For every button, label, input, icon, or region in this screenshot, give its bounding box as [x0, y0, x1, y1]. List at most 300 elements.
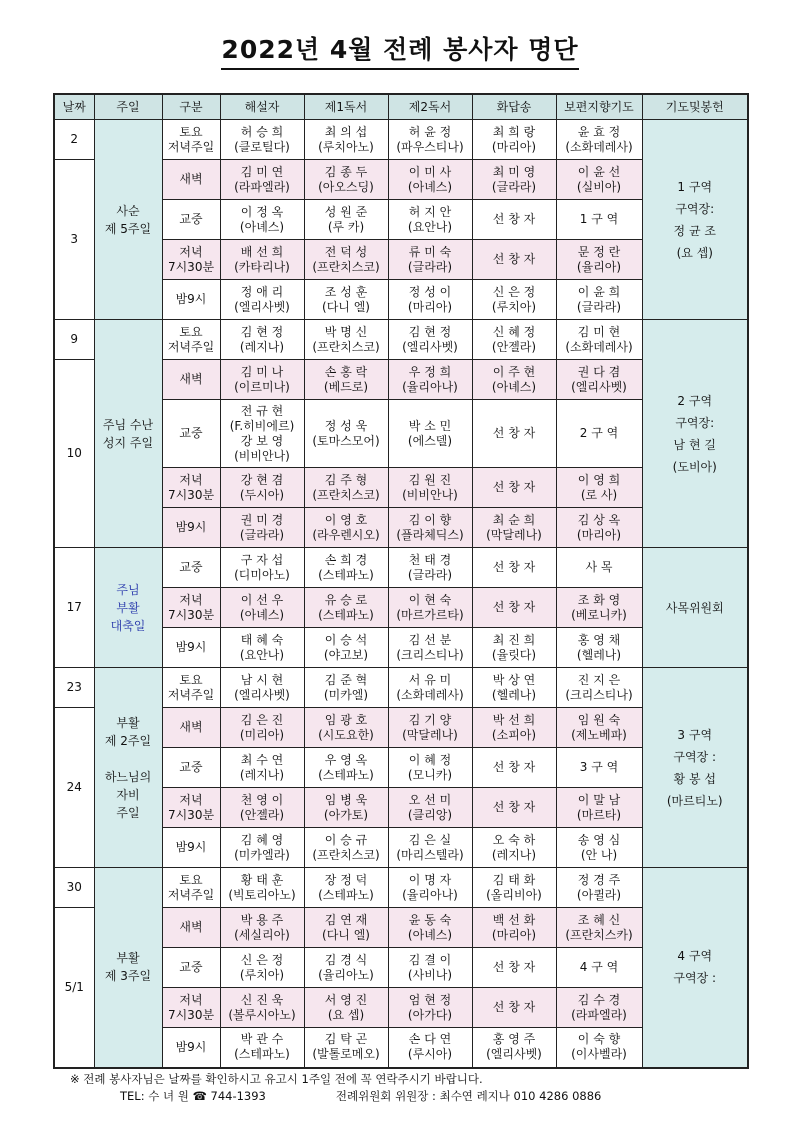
volunteer-cell	[472, 200, 556, 240]
baptismal-name: (마리아)	[491, 139, 537, 154]
baptismal-name: (라파엘라)	[571, 1007, 627, 1022]
volunteer-name: 정 애 리	[240, 284, 284, 299]
prayer-offering-cell	[642, 668, 748, 868]
volunteer-cell	[472, 360, 556, 400]
mass-type-line: 7시30분	[167, 1007, 215, 1022]
volunteer-name: 임 광 호	[324, 712, 368, 727]
volunteer-name: 엄 현 정	[408, 992, 452, 1007]
volunteer-name: 정 성 이	[408, 284, 452, 299]
baptismal-name: (율리아나)	[402, 887, 458, 902]
mass-type-line: 교중	[179, 426, 203, 440]
volunteer-cell	[304, 468, 388, 508]
mass-type-line: 7시30분	[167, 607, 215, 622]
baptismal-name: (율리아)	[576, 259, 622, 274]
mass-type-line: 토요	[179, 672, 203, 687]
sunday-name-cell	[94, 120, 162, 320]
volunteer-name: 오 선 미	[408, 792, 452, 807]
baptismal-name: (베드로)	[323, 379, 369, 394]
prayer-offering-line: (요 셉)	[676, 245, 713, 260]
volunteer-cell	[220, 748, 304, 788]
volunteer-name: 우 영 옥	[324, 752, 368, 767]
mass-type-line: 교중	[179, 560, 203, 574]
volunteer-cell	[304, 280, 388, 320]
mass-type-line: 교중	[179, 212, 203, 226]
volunteer-name: 박 용 주	[240, 912, 284, 927]
volunteer-name: 홍 영 주	[492, 1032, 536, 1047]
volunteer-cell	[388, 160, 472, 200]
volunteer-cell	[304, 788, 388, 828]
volunteer-name: 임 원 숙	[577, 712, 621, 727]
volunteer-name: 김 선 분	[408, 632, 452, 647]
prayer-offering-line: 4 구역	[677, 949, 713, 964]
mass-type-line: 토요	[179, 124, 203, 139]
volunteer-name: 최 미 영	[492, 164, 536, 179]
volunteer-name: 선 창 자	[492, 426, 536, 440]
volunteer-cell	[304, 120, 388, 160]
baptismal-name: (제노베파)	[571, 727, 627, 742]
date-cell: 10	[54, 360, 94, 548]
volunteer-cell	[304, 908, 388, 948]
volunteer-name: 김 이 향	[408, 512, 452, 527]
volunteer-cell	[220, 240, 304, 280]
volunteer-cell	[304, 360, 388, 400]
date-cell: 5/1	[54, 908, 94, 1068]
baptismal-name: (막달레나)	[402, 727, 458, 742]
baptismal-name: (다니 엘)	[322, 927, 370, 942]
mass-type-line: 저녁	[179, 244, 203, 259]
volunteer-cell	[388, 708, 472, 748]
volunteer-name: 김 기 양	[408, 712, 452, 727]
mass-type-line: 저녁	[179, 992, 203, 1007]
prayer-offering-line: (도비아)	[672, 459, 717, 474]
volunteer-name: 사 목	[585, 560, 613, 574]
prayer-offering-line: 남 현 길	[673, 437, 716, 452]
prayer-offering-cell	[642, 548, 748, 668]
volunteer-cell	[304, 668, 388, 708]
volunteer-cell	[304, 320, 388, 360]
prayer-offering-line: 1 구역	[677, 179, 713, 194]
prayer-offering-cell	[642, 868, 748, 1068]
volunteer-name: 전 규 현	[240, 403, 284, 418]
sunday-name-line: 주님	[116, 582, 140, 597]
baptismal-name: (마리아)	[576, 527, 622, 542]
volunteer-name: 정 경 주	[577, 872, 621, 887]
baptismal-name: (아오스딩)	[318, 179, 374, 194]
volunteer-cell	[472, 628, 556, 668]
sunday-name-line: 사순	[116, 203, 140, 218]
baptismal-name: (소피아)	[491, 727, 537, 742]
volunteer-cell	[472, 1028, 556, 1068]
volunteer-name: 이 영 호	[324, 512, 368, 527]
volunteer-cell	[304, 828, 388, 868]
mass-type-line: 새벽	[179, 920, 203, 934]
volunteer-name: 이 현 숙	[408, 592, 452, 607]
baptismal-name: (토마스모어)	[312, 433, 380, 448]
mass-type-line: 저녁	[179, 592, 203, 607]
volunteer-name: 조 혜 신	[577, 912, 621, 927]
volunteer-name: 이 정 옥	[240, 204, 284, 219]
mass-type-cell	[162, 948, 220, 988]
baptismal-name: (라우렌시오)	[312, 527, 380, 542]
volunteer-name: 홍 영 채	[577, 632, 621, 647]
baptismal-name: (안젤라)	[491, 339, 537, 354]
volunteer-name: 김 탁 곤	[324, 1032, 368, 1047]
volunteer-name: 최 순 희	[492, 512, 536, 527]
volunteer-name: 천 태 경	[408, 552, 452, 567]
volunteer-name: 신 혜 정	[492, 324, 536, 339]
volunteer-cell	[388, 508, 472, 548]
prayer-offering-cell	[642, 120, 748, 320]
volunteer-cell	[556, 548, 642, 588]
baptismal-name: (엘리사벳)	[571, 379, 627, 394]
mass-type-line: 새벽	[179, 720, 203, 734]
volunteer-name: 구 자 섭	[240, 552, 284, 567]
volunteer-cell	[472, 280, 556, 320]
volunteer-name: 선 창 자	[492, 212, 536, 226]
mass-type-cell	[162, 908, 220, 948]
volunteer-cell	[220, 200, 304, 240]
mass-type-cell	[162, 628, 220, 668]
mass-type-cell	[162, 828, 220, 868]
volunteer-cell	[388, 240, 472, 280]
sunday-name-line: 대축일	[110, 618, 146, 633]
volunteer-name: 강 보 영	[240, 433, 284, 448]
volunteer-cell	[388, 280, 472, 320]
volunteer-name: 최 진 희	[492, 632, 536, 647]
baptismal-name: (안 나)	[580, 847, 618, 862]
volunteer-name: 송 영 심	[577, 832, 621, 847]
prayer-offering-line: 2 구역	[677, 393, 713, 408]
table-row	[54, 668, 748, 708]
volunteer-cell	[472, 160, 556, 200]
sunday-name-line: 성지 주일	[102, 435, 154, 450]
volunteer-cell	[220, 988, 304, 1028]
sunday-name-line: 부활	[116, 600, 140, 615]
mass-type-cell	[162, 160, 220, 200]
mass-type-line: 교중	[179, 760, 203, 774]
baptismal-name: (사비나)	[407, 967, 453, 982]
volunteer-name: 성 원 준	[324, 204, 368, 219]
volunteer-cell	[556, 1028, 642, 1068]
mass-type-line: 7시30분	[167, 259, 215, 274]
volunteer-cell	[220, 588, 304, 628]
header-date: 날짜	[54, 94, 94, 120]
volunteer-name: 신 진 욱	[240, 992, 284, 1007]
sunday-name-line: 제 2주일	[104, 733, 152, 748]
baptismal-name: (율릿다)	[491, 647, 537, 662]
volunteer-name: 4 구 역	[579, 960, 619, 974]
mass-type-line: 7시30분	[167, 487, 215, 502]
volunteer-name: 김 원 진	[408, 472, 452, 487]
volunteer-name: 정 성 욱	[324, 418, 368, 433]
volunteer-cell	[472, 240, 556, 280]
baptismal-name: (야고보)	[323, 647, 369, 662]
volunteer-cell	[388, 788, 472, 828]
volunteer-cell	[220, 908, 304, 948]
baptismal-name: (비비안나)	[234, 448, 290, 463]
baptismal-name: (소화데레사)	[565, 339, 633, 354]
mass-type-cell	[162, 120, 220, 160]
baptismal-name: (비비안나)	[402, 487, 458, 502]
mass-type-line: 새벽	[179, 372, 203, 386]
volunteer-cell	[220, 828, 304, 868]
volunteer-name: 김 미 나	[240, 364, 284, 379]
volunteer-name: 김 준 혁	[324, 672, 368, 687]
baptismal-name: (레지나)	[491, 847, 537, 862]
mass-type-cell	[162, 868, 220, 908]
mass-type-line: 밤9시	[175, 640, 207, 654]
table-body	[54, 120, 748, 1068]
baptismal-name: (프란치스코)	[312, 847, 380, 862]
page-title: 2022년 4월 전례 봉사자 명단	[0, 30, 800, 70]
volunteer-cell	[556, 468, 642, 508]
volunteer-name: 서 유 미	[408, 672, 452, 687]
baptismal-name: (아녜스)	[407, 927, 453, 942]
volunteer-name: 남 시 현	[240, 672, 284, 687]
baptismal-name: (스테파노)	[318, 887, 374, 902]
volunteer-cell	[304, 708, 388, 748]
volunteer-cell	[556, 400, 642, 468]
volunteer-cell	[220, 548, 304, 588]
volunteer-cell	[388, 468, 472, 508]
volunteer-cell	[472, 468, 556, 508]
volunteer-name: 김 은 진	[240, 712, 284, 727]
baptismal-name: (레지나)	[239, 767, 285, 782]
baptismal-name: (두시아)	[239, 487, 285, 502]
table-row	[54, 320, 748, 360]
volunteer-name: 선 창 자	[492, 760, 536, 774]
sunday-name-cell	[94, 668, 162, 868]
baptismal-name: (요 셉)	[327, 1007, 365, 1022]
baptismal-name: (루치아)	[491, 299, 537, 314]
volunteer-name: 허 지 안	[408, 204, 452, 219]
baptismal-name: (이르미나)	[234, 379, 290, 394]
header-commentator: 해설자	[220, 94, 304, 120]
volunteer-name: 우 정 희	[408, 364, 452, 379]
volunteer-cell	[388, 828, 472, 868]
mass-type-cell	[162, 320, 220, 360]
sunday-name-line: 주님 수난	[102, 417, 154, 432]
mass-type-cell	[162, 748, 220, 788]
volunteer-cell	[388, 1028, 472, 1068]
date-cell: 24	[54, 708, 94, 868]
prayer-offering-line: 사목위원회	[665, 600, 724, 615]
volunteer-cell	[220, 508, 304, 548]
volunteer-cell	[472, 788, 556, 828]
baptismal-name: (마르가르타)	[396, 607, 464, 622]
volunteer-name: 박 선 희	[492, 712, 536, 727]
baptismal-name: (루 카)	[327, 219, 365, 234]
baptismal-name: (빅토리아노)	[228, 887, 296, 902]
baptismal-name: (헬레나)	[576, 647, 622, 662]
volunteer-name: 김 경 식	[324, 952, 368, 967]
volunteer-cell	[220, 280, 304, 320]
baptismal-name: (막달레나)	[486, 527, 542, 542]
mass-type-line: 토요	[179, 324, 203, 339]
mass-type-line: 토요	[179, 872, 203, 887]
baptismal-name: (모니카)	[407, 767, 453, 782]
header-reading-1: 제1독서	[304, 94, 388, 120]
volunteer-cell	[472, 868, 556, 908]
prayer-offering-line: 구역장 :	[673, 971, 717, 986]
volunteer-name: 선 창 자	[492, 560, 536, 574]
baptismal-name: (안젤라)	[239, 807, 285, 822]
header-psalm: 화답송	[472, 94, 556, 120]
baptismal-name: (헬레나)	[491, 687, 537, 702]
volunteer-cell	[556, 280, 642, 320]
volunteer-cell	[388, 320, 472, 360]
volunteer-cell	[220, 788, 304, 828]
baptismal-name: (로 사)	[580, 487, 618, 502]
baptismal-name: (발톨로메오)	[312, 1047, 380, 1062]
baptismal-name: (아가토)	[323, 807, 369, 822]
mass-type-line: 새벽	[179, 172, 203, 186]
volunteer-cell	[556, 588, 642, 628]
baptismal-name: (미카엘라)	[234, 847, 290, 862]
baptismal-name: (올리비아)	[486, 887, 542, 902]
volunteer-name: 이 윤 희	[577, 284, 621, 299]
volunteer-name: 선 창 자	[492, 480, 536, 494]
sunday-name-line: 제 3주일	[104, 969, 152, 984]
volunteer-cell	[556, 748, 642, 788]
volunteer-name: 윤 동 숙	[408, 912, 452, 927]
volunteer-name: 김 결 이	[408, 952, 452, 967]
prayer-offering-cell	[642, 320, 748, 548]
volunteer-name: 조 성 훈	[324, 284, 368, 299]
volunteer-cell	[472, 548, 556, 588]
baptismal-name: (루시아)	[407, 1047, 453, 1062]
date-cell: 3	[54, 160, 94, 320]
header-type: 구분	[162, 94, 220, 120]
baptismal-name: (크리스티나)	[396, 647, 464, 662]
baptismal-name: (카타리나)	[234, 259, 290, 274]
volunteer-cell	[556, 508, 642, 548]
baptismal-name: (마르타)	[576, 807, 622, 822]
volunteer-cell	[304, 200, 388, 240]
mass-type-cell	[162, 360, 220, 400]
volunteer-name: 장 정 덕	[324, 872, 368, 887]
baptismal-name: (요안나)	[407, 219, 453, 234]
baptismal-name: (아녜스)	[407, 179, 453, 194]
volunteer-cell	[556, 200, 642, 240]
volunteer-cell	[388, 908, 472, 948]
baptismal-name: (미리아)	[239, 727, 285, 742]
mass-type-line: 저녁주일	[167, 139, 215, 154]
volunteer-cell	[556, 948, 642, 988]
volunteer-name: 손 홍 락	[324, 364, 368, 379]
sunday-name-line: 부활	[116, 715, 140, 730]
volunteer-cell	[556, 240, 642, 280]
volunteer-name: 선 창 자	[492, 1000, 536, 1014]
volunteer-cell	[472, 908, 556, 948]
date-cell: 2	[54, 120, 94, 160]
baptismal-name: (디미아노)	[234, 567, 290, 582]
volunteer-name: 김 태 화	[492, 872, 536, 887]
mass-type-cell	[162, 668, 220, 708]
baptismal-name: (소화데레사)	[565, 139, 633, 154]
volunteer-cell	[556, 908, 642, 948]
volunteer-name: 백 선 화	[492, 912, 536, 927]
baptismal-name: (글라라)	[239, 527, 285, 542]
mass-type-line: 교중	[179, 960, 203, 974]
mass-type-cell	[162, 548, 220, 588]
volunteer-cell	[556, 988, 642, 1028]
volunteer-name: 서 영 진	[324, 992, 368, 1007]
volunteer-cell	[220, 708, 304, 748]
prayer-offering-line: 3 구역	[677, 727, 713, 742]
prayer-offering-line: 구역장:	[675, 201, 715, 216]
baptismal-name: (글라라)	[407, 567, 453, 582]
mass-type-cell	[162, 708, 220, 748]
volunteer-cell	[472, 120, 556, 160]
volunteer-cell	[304, 508, 388, 548]
baptismal-name: (다니 엘)	[322, 299, 370, 314]
volunteer-cell	[472, 708, 556, 748]
baptismal-name: (프란치스카)	[565, 927, 633, 942]
sunday-name-cell	[94, 320, 162, 548]
volunteer-name: 선 창 자	[492, 960, 536, 974]
volunteer-cell	[388, 548, 472, 588]
volunteer-cell	[304, 588, 388, 628]
volunteer-name: 손 희 경	[324, 552, 368, 567]
volunteer-cell	[220, 360, 304, 400]
baptismal-name: (아녜스)	[239, 607, 285, 622]
volunteer-name: 이 혜 정	[408, 752, 452, 767]
volunteer-name: 3 구 역	[579, 760, 619, 774]
volunteer-cell	[472, 588, 556, 628]
volunteer-cell	[220, 160, 304, 200]
volunteer-cell	[472, 988, 556, 1028]
volunteer-cell	[556, 668, 642, 708]
volunteer-name: 이 선 우	[240, 592, 284, 607]
volunteer-cell	[304, 400, 388, 468]
baptismal-name: (레지나)	[239, 339, 285, 354]
volunteer-name: 신 은 정	[240, 952, 284, 967]
volunteer-name: 최 희 랑	[492, 124, 536, 139]
volunteer-name: 이 승 규	[324, 832, 368, 847]
date-cell: 30	[54, 868, 94, 908]
date-cell: 23	[54, 668, 94, 708]
table-header-row	[54, 94, 748, 120]
table-row	[54, 120, 748, 160]
sunday-name-line: 부활	[116, 951, 140, 966]
volunteer-name: 진 지 은	[577, 672, 621, 687]
volunteer-name: 천 영 이	[240, 792, 284, 807]
volunteer-name: 배 선 희	[240, 244, 284, 259]
volunteer-cell	[220, 320, 304, 360]
date-cell: 17	[54, 548, 94, 668]
volunteer-cell	[472, 508, 556, 548]
volunteer-name: 권 미 경	[240, 512, 284, 527]
baptismal-name: (마리아)	[407, 299, 453, 314]
volunteer-cell	[304, 868, 388, 908]
volunteer-cell	[220, 400, 304, 468]
volunteer-name: 김 수 경	[577, 992, 621, 1007]
volunteer-name: 강 현 겸	[240, 472, 284, 487]
mass-type-cell	[162, 240, 220, 280]
baptismal-name: (글라라)	[407, 259, 453, 274]
volunteer-name: 이 명 자	[408, 872, 452, 887]
volunteer-name: 류 미 숙	[408, 244, 452, 259]
volunteer-name: 김 종 두	[324, 164, 368, 179]
mass-type-cell	[162, 588, 220, 628]
prayer-offering-line: 구역장:	[675, 415, 715, 430]
volunteer-name: 김 연 재	[324, 912, 368, 927]
volunteer-cell	[472, 828, 556, 868]
baptismal-name: (스테파노)	[318, 607, 374, 622]
table-row	[54, 548, 748, 588]
volunteer-name: 오 숙 하	[492, 832, 536, 847]
